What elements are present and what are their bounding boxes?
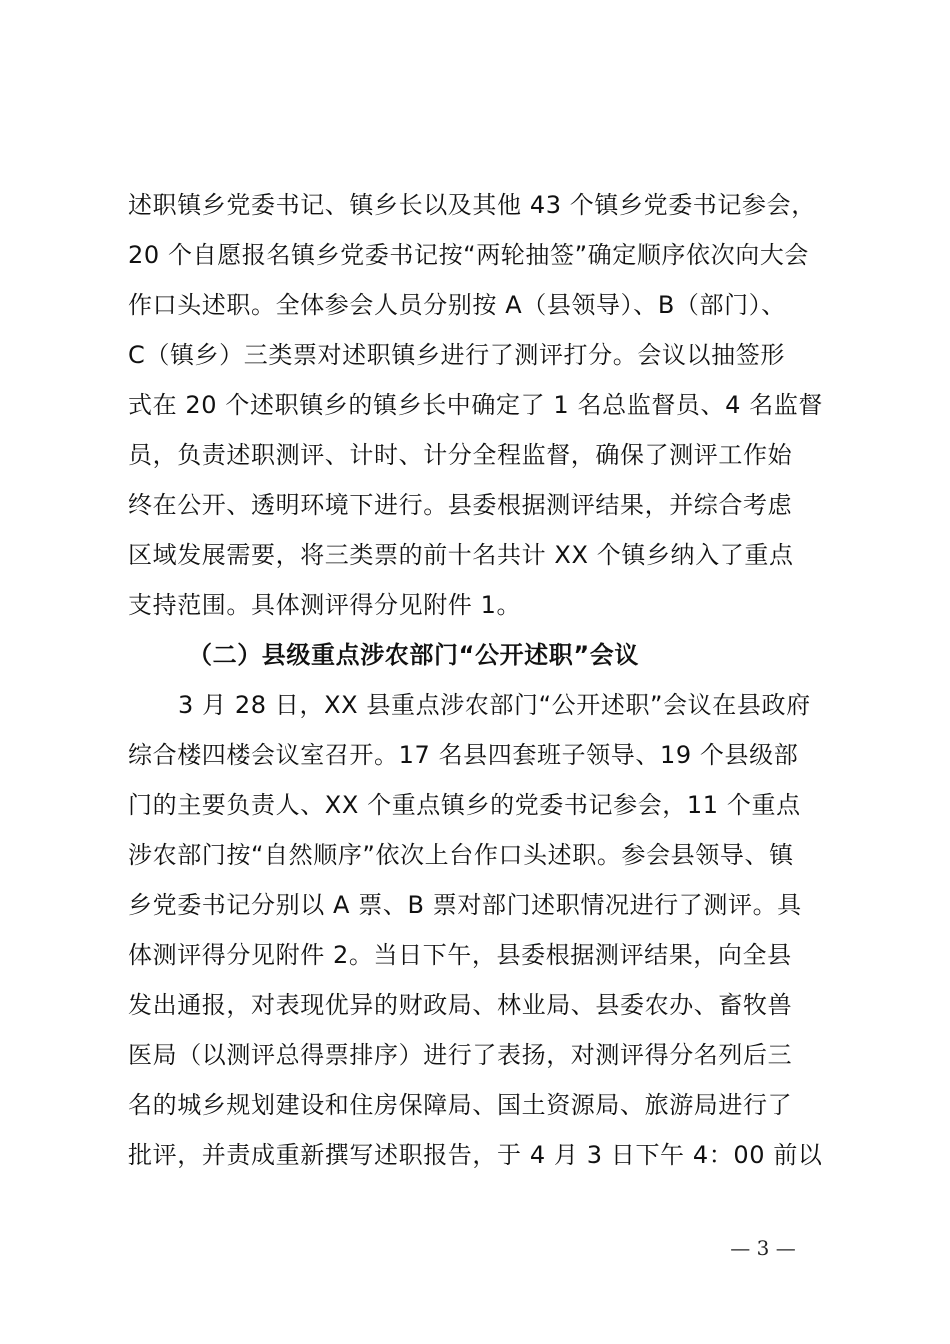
page-number: — 3 — — [730, 1236, 796, 1260]
paragraph-line: C（镇乡）三类票对述职镇乡进行了测评打分。会议以抽签形 — [128, 341, 785, 369]
paragraph-line: 终在公开、透明环境下进行。县委根据测评结果，并综合考虑 — [128, 491, 793, 519]
body-text — [128, 180, 833, 1180]
paragraph-line: 体测评得分见附件 2。当日下午，县委根据测评结果，向全县 — [128, 941, 792, 969]
paragraph-line: 区域发展需要，将三类票的前十名共计 XX 个镇乡纳入了重点 — [128, 541, 794, 569]
paragraph-line: 3 月 28 日，XX 县重点涉农部门“公开述职”会议在县政府 — [178, 691, 811, 719]
paragraph-line: 名的城乡规划建设和住房保障局、国土资源局、旅游局进行了 — [128, 1091, 793, 1119]
paragraph-line: 支持范围。具体测评得分见附件 1。 — [128, 591, 522, 619]
paragraph-line: 综合楼四楼会议室召开。17 名县四套班子领导、19 个县级部 — [128, 741, 799, 769]
paragraph-line: 发出通报，对表现优异的财政局、林业局、县委农办、畜牧兽 — [128, 991, 793, 1019]
paragraph-line: 乡党委书记分别以 A 票、B 票对部门述职情况进行了测评。具 — [128, 891, 802, 919]
paragraph-line: 医局（以测评总得票排序）进行了表扬，对测评得分名列后三 — [128, 1041, 793, 1069]
paragraph-line: 门的主要负责人、XX 个重点镇乡的党委书记参会，11 个重点 — [128, 791, 801, 819]
paragraph-line: 批评，并责成重新撰写述职报告，于 4 月 3 日下午 4：00 前以 — [128, 1141, 823, 1169]
paragraph-line: 涉农部门按“自然顺序”依次上台作口头述职。参会县领导、镇 — [128, 841, 794, 869]
paragraph-line: 员，负责述职测评、计时、计分全程监督，确保了测评工作始 — [128, 441, 793, 469]
paragraph-line: 作口头述职。全体参会人员分别按 A（县领导）、B（部门）、 — [128, 291, 786, 319]
section-heading: （二）县级重点涉农部门“公开述职”会议 — [188, 641, 639, 669]
paragraph-line: 20 个自愿报名镇乡党委书记按“两轮抽签”确定顺序依次向大会 — [128, 241, 810, 269]
paragraph-line: 式在 20 个述职镇乡的镇乡长中确定了 1 名总监督员、4 名监督 — [128, 391, 824, 419]
paragraph-line: 述职镇乡党委书记、镇乡长以及其他 43 个镇乡党委书记参会， — [128, 191, 816, 219]
